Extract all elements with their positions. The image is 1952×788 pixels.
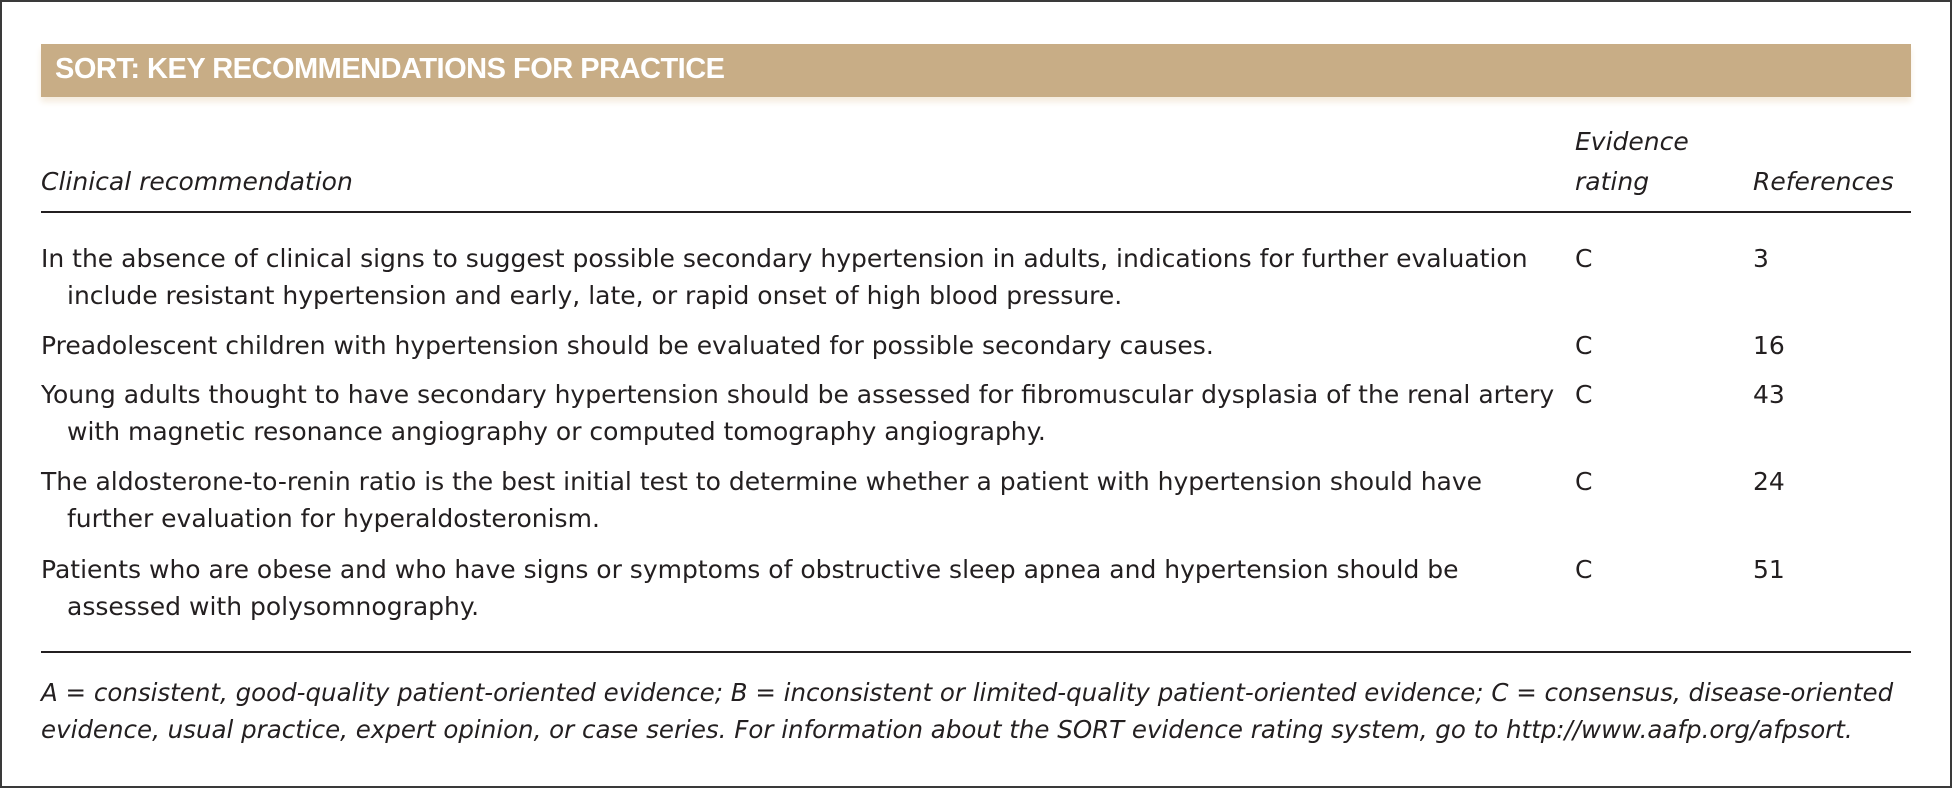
recommendation-text: In the absence of clinical signs to suggest possible secondary hypertension in adults, indications for further evaluation include resistant hypertension and early, late, or rapid onset of high blood pressure. xyxy=(41,244,1528,310)
col-header-references: References xyxy=(1753,167,1894,196)
evidence-rating: C xyxy=(1575,244,1593,273)
recommendation-text: The aldosterone-to-renin ratio is the best initial test to determine whether a patient with hypertension should have further evaluation for hyperaldosteronism. xyxy=(41,467,1483,533)
col-header-recommendation: Clinical recommendation xyxy=(41,167,353,196)
reference: 16 xyxy=(1753,331,1785,360)
evidence-rating: C xyxy=(1575,467,1593,496)
recommendation-text: Preadolescent children with hypertension should be evaluated for possible secondary causes. xyxy=(41,331,1214,360)
recommendation-text: Patients who are obese and who have signs or symptoms of obstructive sleep apnea and hypertension should be assessed with polysomnography. xyxy=(41,555,1459,621)
footnote: A = consistent, good-quality patient-oriented evidence; B = inconsistent or limited-quality patient-oriented evidence; C = consensus, disease-oriented evidence, usual practice, expert opinion, or case series. For information about the SORT evidence rating system, go to http://www.aafp.org/afpsort. xyxy=(41,678,1894,744)
reference: 24 xyxy=(1753,467,1785,496)
reference: 3 xyxy=(1753,244,1769,273)
header-rule xyxy=(41,211,1911,213)
evidence-rating: C xyxy=(1575,380,1593,409)
evidence-rating: C xyxy=(1575,555,1593,584)
recommendation-text: Young adults thought to have secondary hypertension should be assessed for fibromuscular dysplasia of the renal artery with magnetic resonance angiography or computed tomography angiography. xyxy=(41,380,1555,446)
footer-rule xyxy=(41,651,1911,653)
evidence-rating: C xyxy=(1575,331,1593,360)
reference: 51 xyxy=(1753,555,1785,584)
reference: 43 xyxy=(1753,380,1785,409)
col-header-evidence-2: rating xyxy=(1575,167,1650,196)
table-title: SORT: KEY RECOMMENDATIONS FOR PRACTICE xyxy=(55,53,725,85)
title-band xyxy=(41,44,1911,97)
col-header-evidence-1: Evidence xyxy=(1575,127,1689,156)
